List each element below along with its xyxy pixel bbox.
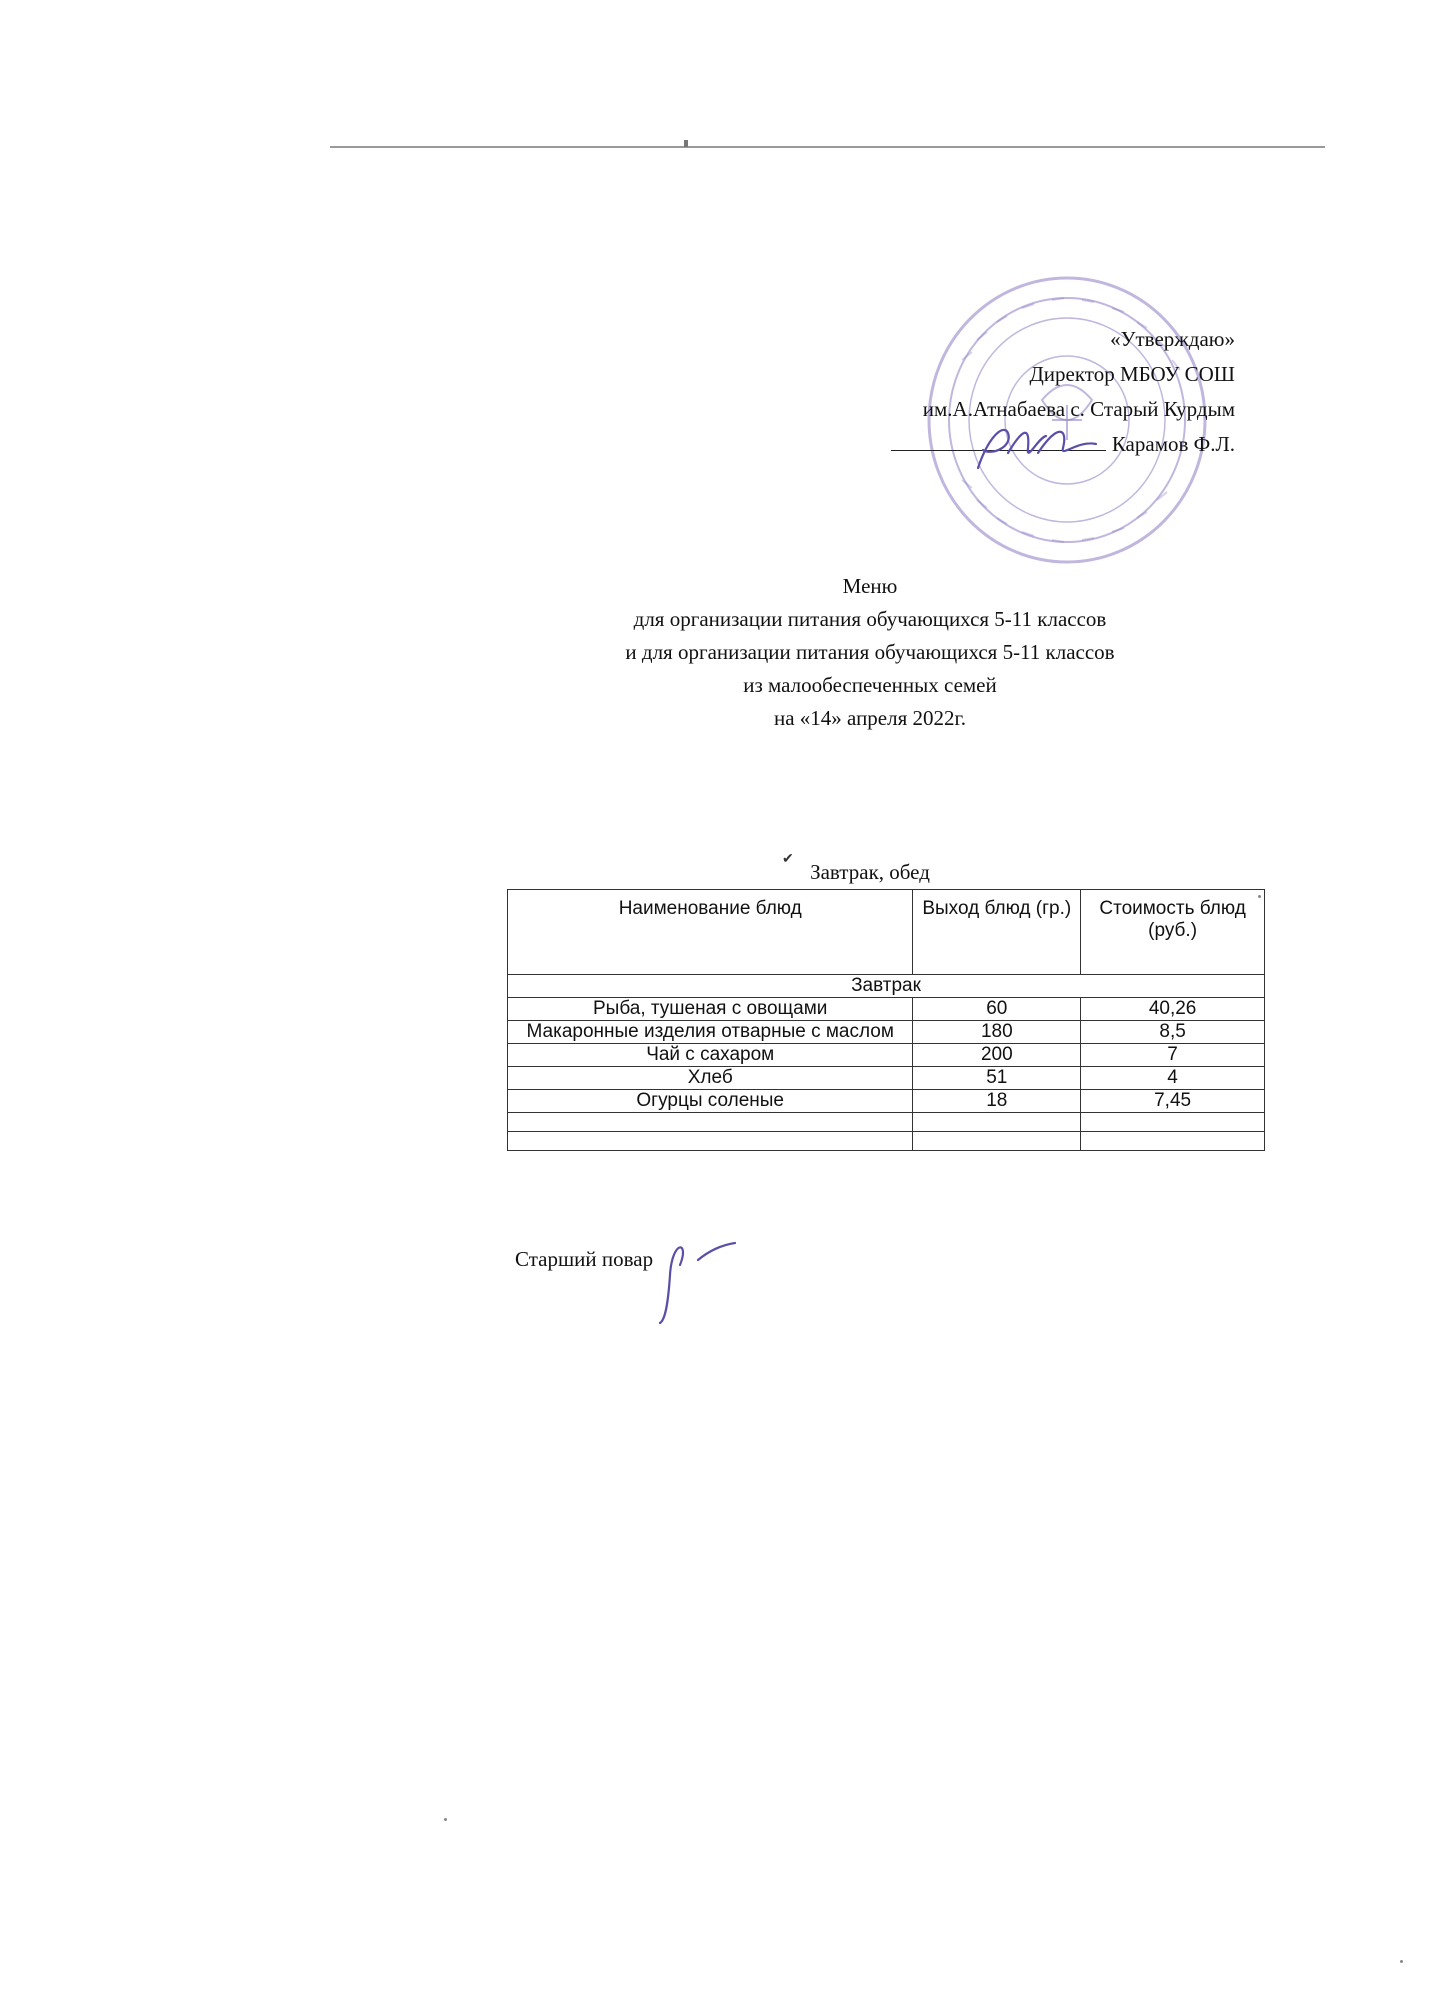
table-row-empty <box>508 1113 1265 1132</box>
table-header-row <box>508 890 1265 975</box>
dish-portion: 200 <box>913 1044 1081 1067</box>
dish-cost <box>1081 1132 1265 1151</box>
dish-portion <box>913 1132 1081 1151</box>
title-line-1: Меню <box>842 574 898 598</box>
dish-name <box>508 1113 913 1132</box>
section-breakfast: Завтрак <box>508 975 1265 998</box>
dish-name: Чай с сахаром <box>508 1044 913 1067</box>
scan-speck <box>1258 895 1261 898</box>
document-title <box>470 570 1270 735</box>
scan-mark <box>684 140 688 147</box>
title-line-3: и для организации питания обучающихся 5-11 классов <box>625 640 1115 664</box>
dish-name: Огурцы соленые <box>508 1090 913 1113</box>
approval-position: Директор МБОУ СОШ <box>1029 362 1235 386</box>
dish-portion: 51 <box>913 1067 1081 1090</box>
dish-cost <box>1081 1113 1265 1132</box>
dish-cost: 40,26 <box>1081 998 1265 1021</box>
dish-cost: 8,5 <box>1081 1021 1265 1044</box>
title-line-5: на «14» апреля 2022г. <box>773 706 967 730</box>
scan-speck <box>1400 1960 1403 1963</box>
dish-portion: 60 <box>913 998 1081 1021</box>
scan-edge-line <box>330 146 1325 148</box>
cook-signature <box>650 1235 740 1330</box>
header-cost: Стоимость блюд (руб.) <box>1081 890 1265 975</box>
table-row <box>508 1090 1265 1113</box>
dish-name: Макаронные изделия отварные с маслом <box>508 1021 913 1044</box>
menu-table <box>507 889 1265 1151</box>
dish-portion <box>913 1113 1081 1132</box>
tick-mark: ✔ <box>782 852 794 867</box>
dish-name: Хлеб <box>508 1067 913 1090</box>
title-line-4: из малообеспеченных семей <box>743 673 997 697</box>
approval-school: им.А.Атнабаева с. Старый Курдым <box>922 397 1235 421</box>
dish-cost: 4 <box>1081 1067 1265 1090</box>
title-line-2: для организации питания обучающихся 5-11 классов <box>633 607 1107 631</box>
meal-section-title: Завтрак, обед <box>810 860 930 884</box>
table-row <box>508 1067 1265 1090</box>
header-portion: Выход блюд (гр.) <box>913 890 1081 975</box>
director-signature <box>968 418 1103 478</box>
senior-cook-label: Старший повар <box>515 1247 654 1271</box>
approval-heading: «Утверждаю» <box>1110 327 1235 351</box>
header-dish-name: Наименование блюд <box>508 890 913 975</box>
table-section-row <box>508 975 1265 998</box>
dish-portion: 180 <box>913 1021 1081 1044</box>
table-row <box>508 998 1265 1021</box>
scan-speck <box>444 1818 447 1821</box>
table-row-empty <box>508 1132 1265 1151</box>
dish-portion: 18 <box>913 1090 1081 1113</box>
table-row <box>508 1044 1265 1067</box>
approval-name: Карамов Ф.Л. <box>1111 432 1235 456</box>
dish-cost: 7,45 <box>1081 1090 1265 1113</box>
dish-cost: 7 <box>1081 1044 1265 1067</box>
dish-name: Рыба, тушеная с овощами <box>508 998 913 1021</box>
table-row <box>508 1021 1265 1044</box>
dish-name <box>508 1132 913 1151</box>
